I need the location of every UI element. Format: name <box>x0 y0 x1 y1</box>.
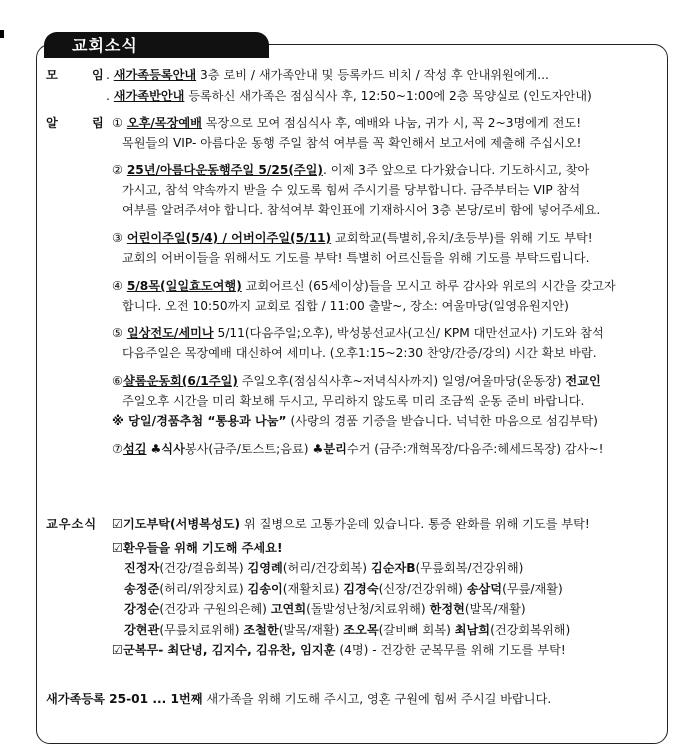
notice-4-text: 교회어르신 (65세이상)들을 모시고 하루 감사와 위로의 시간을 갖고자 <box>241 279 616 293</box>
notice-1-head: 오후/목장예배 <box>126 116 202 130</box>
patient-note: (무릎/재활) <box>502 582 563 596</box>
label-members: 교우소식 <box>46 517 98 531</box>
notice-6-prize-text: (사랑의 경품 기증을 받습니다. 넉넉한 마음으로 섬김부탁) <box>286 414 598 428</box>
notice-2-line-3: 여부를 알려주셔야 합니다. 참석여부 확인표에 기재하시어 3층 본당/로비 함에 넣어주세요. <box>122 203 601 217</box>
notice-3-text: 교회학교(특별히,유치/초등부)를 위해 기도 부탁! <box>331 231 593 245</box>
notice-6-mark: ⑥ <box>112 374 123 388</box>
patient-note: (돌발성난청/치료위해) <box>306 602 430 616</box>
member-prayer-2-head: 환우들을 위해 기도해 주세요! <box>122 541 283 555</box>
notice-7-meal-text: 봉사(금주/토스트;음료) ♣ <box>184 442 324 456</box>
patient-note: (신장/건강위해) <box>378 582 467 596</box>
member-prayer-1-text: 위 질병으로 고통가운데 있습니다. 통증 완화를 위해 기도를 부탁! <box>240 517 590 531</box>
meeting-2-text: 등록하신 새가족은 점심식사 후, 12:50~1:00에 2층 목양실로 (인도자안내) <box>184 89 592 103</box>
patient-note: (건강과 구원의은혜) <box>159 602 271 616</box>
notice-6-head: 샬롬운동회(6/1주일) <box>122 374 238 388</box>
notice-7-head: 섬김 <box>122 442 147 456</box>
patient-name: 김영례 <box>247 561 283 575</box>
notice-7-recycle-text: 수거 (금주:개혁목장/다음주:헤세드목장) 감사~! <box>346 442 604 456</box>
notice-5-head: 일상전도/세미나 <box>126 326 214 340</box>
notice-1-text: 목장으로 모여 점심식사 후, 예배와 나눔, 귀가 시, 꼭 2~3명에게 전도! <box>201 116 582 130</box>
patient-note: (무릎회복/건강위해) <box>415 561 524 575</box>
notice-5-mark: ⑤ <box>112 326 127 340</box>
notice-2 <box>112 161 589 179</box>
patient-name: 김송이 <box>247 582 283 596</box>
notice-6-prize-title: “통용과 나눔” <box>207 414 287 428</box>
member-prayer-3 <box>112 641 566 659</box>
patient-row-1 <box>124 559 523 577</box>
patient-name: 조오목 <box>343 623 379 637</box>
checkbox-icon: ☑ <box>112 541 123 555</box>
label-notice-2: 림 <box>92 116 104 130</box>
notice-1-line-2: 목원들의 VIP- 아름다운 동행 주일 참석 여부를 꼭 확인해서 보고서에 제출해 주십시오! <box>122 136 582 150</box>
patient-row-3 <box>124 600 526 618</box>
meeting-row-1: . 새가족등록안내 3층 로비 / 새가족안내 및 등록카드 비치 / 작성 후 안내위원에게... <box>106 68 549 82</box>
patient-name: 강현관 <box>124 623 160 637</box>
patient-note: (무릎치료위해) <box>159 623 244 637</box>
notice-5 <box>112 324 604 342</box>
patient-name: 김경숙 <box>343 582 379 596</box>
patient-note: (발목/재활) <box>278 623 344 637</box>
notice-6-line-2: 주일오후 시간을 미리 확보해 두시고, 무리하지 않도록 미리 조금씩 운동 준비 바랍니다. <box>122 394 585 408</box>
patient-name: 강정순 <box>124 602 160 616</box>
member-prayer-3-head: 군복무- 최단녕, 김지수, 김유찬, 임지훈 <box>122 643 336 657</box>
section-title: 교회소식 <box>72 36 138 55</box>
patient-name: 한정현 <box>429 602 465 616</box>
notice-2-line-2: 가시고, 참석 약속까지 받을 수 있도록 힘써 주시기를 당부합니다. 금주부터는 VIP 참석 <box>122 183 581 197</box>
notice-6-prize-head: ※ 당일/경품추첨 <box>112 414 208 428</box>
label-meeting-1: 모 <box>46 68 58 82</box>
notice-7 <box>112 440 603 458</box>
member-prayer-1-head: 기도부탁(서병복성도) <box>122 517 241 531</box>
notice-5-text: 5/11(다음주일;오후), 박성봉선교사(고신/ KPM 대만선교사) 기도와 참석 <box>213 326 604 340</box>
notice-1-mark: ① <box>112 116 127 130</box>
meeting-1-text: 3층 로비 / 새가족안내 및 등록카드 비치 / 작성 후 안내위원에게... <box>196 68 549 82</box>
footer-text: 새가족을 위해 기도해 주시고, 영혼 구원에 힘써 주시길 바랍니다. <box>202 692 552 706</box>
notice-3-head: 어린이주일(5/4) / 어버이주일(5/11) <box>126 231 332 245</box>
label-notice-1: 알 <box>46 116 58 130</box>
patient-name: 송정준 <box>124 582 160 596</box>
patient-note: (허리/위장치료) <box>159 582 248 596</box>
member-prayer-3-text: (4명) - 건강한 군복무를 위해 기도를 부탁! <box>335 643 566 657</box>
notice-7-meal: 식사 <box>161 442 185 456</box>
notice-4-mark: ④ <box>112 279 127 293</box>
notice-3-mark: ③ <box>112 231 127 245</box>
notice-7-mark: ⑦ <box>112 442 123 456</box>
notice-2-text: . 이제 3주 앞으로 다가왔습니다. 기도하시고, 찾아 <box>323 163 590 177</box>
patient-row-2 <box>124 580 563 598</box>
footer-line <box>46 690 551 708</box>
patient-note: (재활치료) <box>282 582 344 596</box>
notice-1 <box>112 114 581 132</box>
notice-3 <box>112 229 593 247</box>
patient-note: (발목/재활) <box>464 602 526 616</box>
checkbox-icon: ☑ <box>112 517 123 531</box>
patient-note: (갈비뼈 회복) <box>378 623 455 637</box>
notice-6 <box>112 372 601 390</box>
patient-name: 송삼덕 <box>466 582 503 596</box>
patient-name: 진정자 <box>124 561 160 575</box>
meeting-row-2: . 새가족반안내 등록하신 새가족은 점심식사 후, 12:50~1:00에 2층 목양실로 (인도자안내) <box>106 89 592 103</box>
notice-4-line-2: 합니다. 오전 10:50까지 교회로 집합 / 11:00 출발~, 장소: 여울마당(일영유원지안) <box>122 299 569 313</box>
patient-name: 최남희 <box>454 623 491 637</box>
notice-4 <box>112 277 616 295</box>
patient-row-4 <box>124 621 570 639</box>
patient-note: (허리/건강회복) <box>282 561 371 575</box>
meeting-2-head: 새가족반안내 <box>113 89 185 103</box>
notice-2-head: 25년/아름다운동행주일 5/25(주일) <box>126 163 324 177</box>
patient-name: 고연희 <box>270 602 307 616</box>
member-prayer-1 <box>112 515 590 533</box>
patient-note: (건강회복위해) <box>490 623 571 637</box>
notice-7-recycle: 분리 <box>323 442 347 456</box>
member-prayer-2 <box>112 539 283 557</box>
notice-3-line-2: 교회의 어버이들을 위해서도 기도를 부탁! 특별히 어르신들을 위해 기도를 부탁드립니다. <box>122 251 590 265</box>
label-meeting-2: 임 <box>92 68 104 82</box>
patient-name: 조철한 <box>243 623 279 637</box>
patient-note: (건강/걸음회복) <box>159 561 248 575</box>
notice-6-bold: 전교인 <box>565 374 601 388</box>
patient-name: 김순자B <box>370 561 416 575</box>
notice-5-line-2: 다음주일은 목장예배 대신하여 세미나. (오후1:15~2:30 찬양/간증/강의) 시간 확보 바람. <box>122 346 597 360</box>
notice-2-mark: ② <box>112 163 127 177</box>
checkbox-icon: ☑ <box>112 643 123 657</box>
meeting-1-head: 새가족등록안내 <box>113 68 197 82</box>
notice-6-text: 주일오후(점심식사후~저녁식사까지) 일영/여울마당(운동장) <box>237 374 566 388</box>
notice-6-line-3 <box>112 412 598 430</box>
club-icon: ♣ <box>146 442 162 456</box>
footer-head: 새가족등록 25-01 ... 1번째 <box>46 692 203 706</box>
notice-4-head: 5/8목(일일효도여행) <box>126 279 242 293</box>
